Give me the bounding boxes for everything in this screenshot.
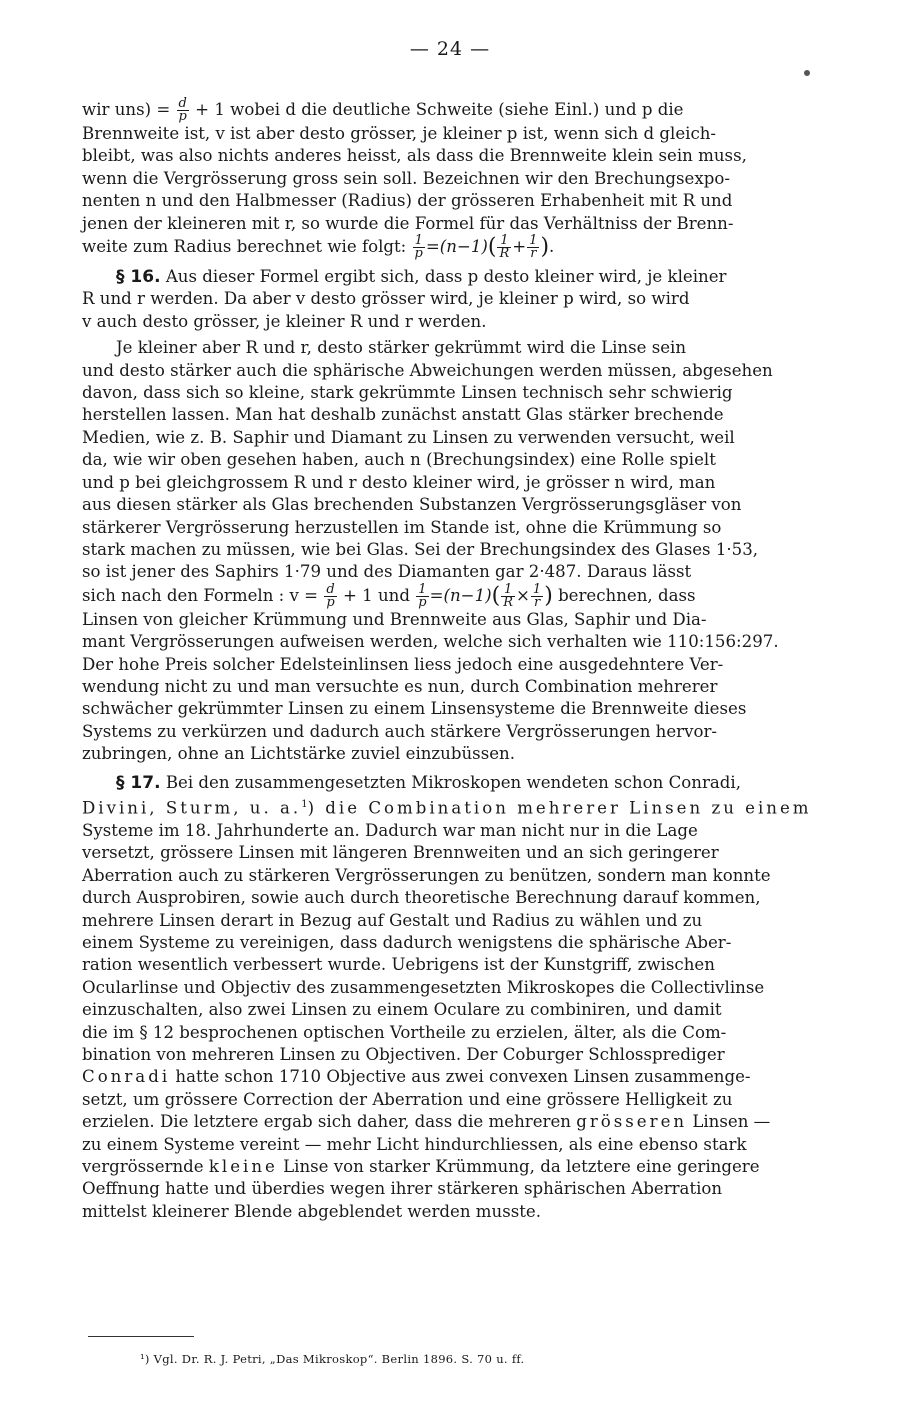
fraction (531, 581, 543, 610)
line: mant Vergrösserungen aufweisen werden, welche sich verhalten wie 110:156:297. (82, 632, 779, 652)
paren-close: ) (544, 583, 553, 609)
section-17 (82, 772, 856, 794)
line: zubringen, ohne an Lichtstärke zuviel einzubüssen. (82, 744, 515, 764)
print-speck (804, 70, 810, 76)
text-span: berechnen, dass (558, 585, 696, 605)
fraction-den: r (530, 246, 537, 262)
text-span: hatte schon 1710 Objective aus zwei convexen Linsen zusammenge- (170, 1067, 751, 1087)
fraction (527, 235, 539, 260)
fraction-den: p (414, 246, 423, 262)
line: Systems zu verkürzen und dadurch auch stärkere Vergrösserungen hervor- (82, 721, 717, 741)
fraction-num: 1 (529, 233, 538, 249)
text-span: + 1 und (342, 585, 410, 605)
line: wendung nicht zu und man versuchte es nun, durch Combination mehrerer (82, 676, 718, 696)
line: setzt, um grössere Correction der Aberration und eine grössere Helligkeit zu (82, 1089, 733, 1109)
line: davon, dass sich so kleine, stark gekrümmte Linsen technisch sehr schwierig (82, 383, 733, 403)
line: stark machen zu müssen, wie bei Glas. Sei der Brechungsindex des Glases 1·53, (82, 539, 759, 559)
text-span: wir uns) = (82, 100, 171, 119)
page-number: — 24 — (409, 38, 491, 60)
paren-open: ( (487, 234, 497, 260)
fraction-den: R (499, 246, 510, 262)
line (82, 581, 856, 610)
text-span: erzielen. Die letztere ergab sich daher, dass die mehreren (82, 1112, 577, 1132)
fraction-den: r (533, 594, 541, 610)
spaced-names: Divini, Sturm, u. a. (82, 798, 302, 818)
line: schwächer gekrümmter Linsen zu einem Linsensysteme die Brennweite dieses (82, 699, 747, 719)
footnote-ref: 1 (301, 798, 308, 810)
section-number: § 16. (116, 267, 161, 288)
formula-op: + (512, 237, 527, 257)
spaced-word: grösseren (576, 1112, 688, 1132)
text-span: weite zum Radius berechnet wie folgt: (82, 237, 407, 257)
line: aus diesen stärker als Glas brechenden Substanzen Vergrösserungsgläser von (82, 495, 742, 515)
line: ration wesentlich verbessert wurde. Uebrigens ist der Kunstgriff, zwischen (82, 955, 715, 975)
footnote-rule (88, 1336, 194, 1337)
line: R und r werden. Da aber v desto grösser wird, je kleiner p wird, so wird (82, 289, 690, 309)
line: stärkerer Vergrösserung herzustellen im Stande ist, ohne die Krümmung so (82, 517, 722, 537)
spaced-name: Conradi (82, 1067, 171, 1087)
line: Der hohe Preis solcher Edelsteinlinsen liess jedoch eine ausgedehntere Ver- (82, 654, 724, 674)
line: so ist jener des Saphirs 1·79 und des Diamanten gar 2·487. Daraus lässt (82, 562, 692, 582)
fraction (501, 581, 515, 610)
fraction-num: 1 (416, 584, 428, 597)
line: die im § 12 besprochenen optischen Vortheile zu erzielen, älter, als die Com- (82, 1022, 727, 1042)
line: Oeffnung hatte und überdies wegen ihrer stärkeren sphärischen Aberration (82, 1179, 723, 1199)
fraction (416, 581, 428, 610)
line: bination von mehreren Linsen zu Objectiven. Der Coburger Schlossprediger (82, 1044, 725, 1064)
line: und p bei gleichgrossem R und r desto kleiner wird, je grösser n wird, man (82, 472, 716, 492)
line: da, wie wir oben gesehen haben, auch n (Brechungsindex) eine Rolle spielt (82, 450, 716, 470)
line: zu einem Systeme vereint — mehr Licht hindurchliessen, als eine ebenso stark (82, 1134, 747, 1154)
fraction-num: d (178, 96, 187, 111)
fraction-num: 1 (532, 581, 542, 597)
text-span: Linsen — (687, 1112, 771, 1132)
fraction-den: p (418, 594, 427, 610)
line: Medien, wie z. B. Saphir und Diamant zu Linsen zu verwenden versucht, weil (82, 427, 735, 447)
text-span: Aus dieser Formel ergibt sich, dass p desto kleiner wird, je kleiner (165, 267, 727, 287)
line: versetzt, grössere Linsen mit längeren Brennweiten und an sich geringerer (82, 843, 719, 863)
formula-part: =(n−1) (425, 237, 488, 257)
section-number: § 17. (116, 772, 161, 793)
line: Aberration auch zu stärkeren Vergrösserungen zu benützen, sondern man konnte (82, 865, 771, 885)
fraction-num: 1 (497, 235, 511, 248)
line (82, 98, 856, 123)
fraction-den: p (178, 109, 187, 124)
section-16 (82, 266, 856, 288)
line: mehrere Linsen derart in Bezug auf Gestalt und Radius zu wählen und zu (82, 910, 703, 930)
text-span: + 1 wobei d die deutliche Schweite (siehe Einl.) und p die (195, 100, 684, 119)
line: einzuschalten, also zwei Linsen zu einem Oculare zu combiniren, und damit (82, 1000, 722, 1020)
fraction-den: R (503, 594, 513, 610)
line: Je kleiner aber R und r, desto stärker gekrümmt wird die Linse sein (116, 338, 687, 358)
line: Ocularlinse und Objectiv des zusammengesetzten Mikroskopes die Collectivlinse (82, 977, 765, 997)
line (82, 1156, 856, 1178)
line: durch Ausprobiren, sowie auch durch theoretische Berechnung darauf kommen, (82, 888, 761, 908)
line (82, 1111, 856, 1133)
line: wenn die Vergrösserung gross sein soll. Bezeichnen wir den Brechungsexpo- (82, 168, 730, 188)
line: Systeme im 18. Jahrhunderte an. Dadurch war man nicht nur in die Lage (82, 820, 698, 840)
line: mittelst kleinerer Blende abgeblendet werden musste. (82, 1201, 542, 1221)
line (82, 794, 856, 820)
line: herstellen lassen. Man hat deshalb zunächst anstatt Glas stärker brechende (82, 405, 724, 425)
line: Brennweite ist, v ist aber desto grösser, je kleiner p ist, wenn sich d gleich- (82, 124, 717, 143)
spaced-word: kleine (208, 1157, 278, 1176)
fraction (413, 235, 425, 260)
fraction-num: d (326, 581, 335, 597)
line: nenten n und den Halbmesser (Radius) der grösseren Erhabenheit mit R und (82, 191, 733, 211)
fraction-den: p (326, 594, 335, 610)
line (82, 1066, 856, 1088)
line: bleibt, was also nichts anderes heisst, als dass die Brennweite klein sein muss, (82, 146, 747, 166)
line: jenen der kleineren mit r, so wurde die Formel für das Verhältniss der Brenn- (82, 213, 734, 233)
text-span: sich nach den Formeln : v = (82, 585, 319, 605)
formula-op: × (516, 585, 530, 605)
fraction-num: 1 (413, 235, 425, 248)
spaced-text: ) die Combination mehrerer Linsen zu einem (307, 798, 812, 818)
fraction (177, 98, 189, 123)
paren-close: ) (540, 234, 550, 260)
paren-open: ( (491, 583, 501, 609)
fraction-num: 1 (501, 584, 515, 597)
text-span: Bei den zusammengesetzten Mikroskopen wendeten schon Conradi, (165, 772, 741, 792)
line: Linsen von gleicher Krümmung und Brennweite aus Glas, Saphir und Dia- (82, 609, 707, 629)
line: weite zum Radius berechnet wie folgt: $\frac{1}{p}$ =(n−1)( $\frac{1}{R}$ + $\frac{1}{r}$ ). (82, 233, 555, 262)
fraction (324, 581, 336, 610)
line: einem Systeme zu vereinigen, dass dadurch wenigstens die sphärische Aber- (82, 932, 732, 952)
text-span: vergrössernde (82, 1157, 209, 1176)
footnote: ¹) Vgl. Dr. R. J. Petri, „Das Mikroskop“. Berlin 1896. S. 70 u. ff. (140, 1352, 525, 1366)
line: v auch desto grösser, je kleiner R und r werden. (82, 311, 487, 331)
fraction (497, 235, 511, 260)
formula-part: =(n−1) (429, 585, 492, 605)
text-span: Linse von starker Krümmung, da letztere eine geringere (277, 1157, 760, 1176)
line: und desto stärker auch die sphärische Abweichungen werden müssen, abgesehen (82, 360, 773, 380)
body-text (82, 98, 856, 1223)
